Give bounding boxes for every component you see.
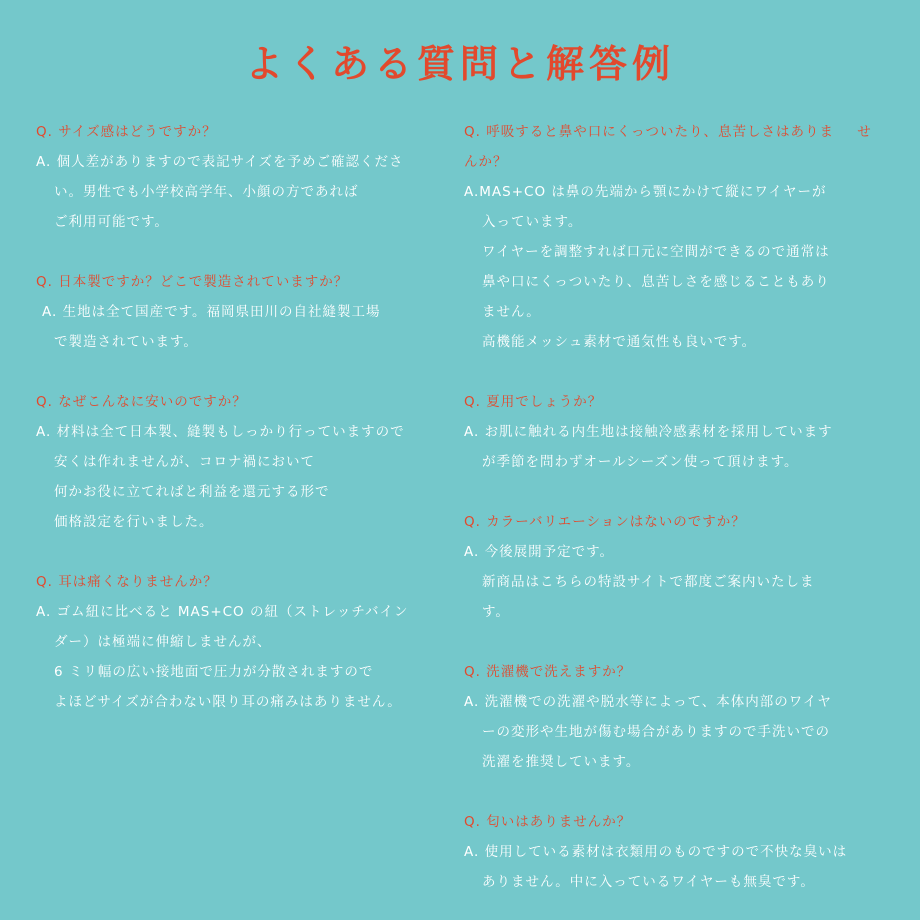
faq-answer: A. 洗濯機での洗濯や脱水等によって、本体内部のワイヤ ーの変形や生地が傷む場合がありますので手洗いでの 洗濯を推奨しています。 — [464, 694, 832, 770]
faq-answer: A. お肌に触れる内生地は接触冷感素材を採用しています が季節を問わずオールシーズン使って頂けます。 — [464, 424, 833, 470]
faq-item-breathing — [464, 117, 884, 357]
faq-item-made-in-japan — [36, 267, 446, 357]
faq-item-odor — [464, 807, 884, 897]
faq-left-column — [36, 117, 446, 717]
faq-item-washing — [464, 657, 884, 777]
faq-question: Q. 匂いはありませんか？ — [464, 814, 632, 830]
faq-answer: A. 生地は全て国産です。福岡県田川の自社縫製工場 で製造されています。 — [42, 304, 381, 350]
page-title: よくある質問と解答例 — [244, 42, 675, 86]
faq-item-size — [36, 117, 446, 237]
faq-answer: A. 材料は全て日本製、縫製もしっかり行っていますので 安くは作れませんが、コロナ禍において 何かお役に立てればと利益を還元する形で 価格設定を行いました。 — [36, 424, 405, 530]
faq-answer: A. ゴム紐に比べると MAS+CO の紐（ストレッチバイン ダー）は極端に伸縮しませんが、 6 ミリ幅の広い接地面で圧力が分散されますので よほどサイズが合わない限り耳の痛みはありません。 — [36, 604, 409, 710]
faq-item-ears — [36, 567, 446, 717]
faq-question: Q. なぜこんなに安いのですか？ — [36, 394, 247, 410]
faq-right-column — [464, 117, 884, 897]
faq-question: Q. 夏用でしょうか？ — [464, 394, 603, 410]
faq-question: Q. 耳は痛くなりませんか？ — [36, 574, 218, 590]
faq-item-colors — [464, 507, 884, 627]
faq-question: Q. 日本製ですか？どこで製造されていますか？ — [36, 274, 349, 290]
faq-answer: A. 個人差がありますので表記サイズを予めご確認くださ い。男性でも小学校高学年、小顔の方であれば ご利用可能です。 — [36, 154, 404, 230]
faq-question: Q. サイズ感はどうですか？ — [36, 124, 217, 140]
faq-question: Q. 呼吸すると鼻や口にくっついたり、息苦しさはありま せんか？ — [464, 124, 872, 170]
faq-question: Q. カラーバリエーションはないのですか？ — [464, 514, 746, 530]
faq-answer: A. 今後展開予定です。 新商品はこちらの特設サイトで都度ご案内いたしま す。 — [464, 544, 815, 620]
faq-item-price — [36, 387, 446, 537]
faq-item-summer — [464, 387, 884, 477]
faq-answer: A. 使用している素材は衣類用のものですので不快な臭いは ありません。中に入っているワイヤーも無臭です。 — [464, 844, 848, 890]
faq-answer: A.MAS+CO は鼻の先端から顎にかけて縦にワイヤーが 入っています。 ワイヤーを調整すれば口元に空間ができるので通常は 鼻や口にくっついたり、息苦しさを感じることもあり ません。 高機能メッシュ素材で通気性も良いです。 — [464, 184, 830, 350]
faq-question: Q. 洗濯機で洗えますか？ — [464, 664, 632, 680]
